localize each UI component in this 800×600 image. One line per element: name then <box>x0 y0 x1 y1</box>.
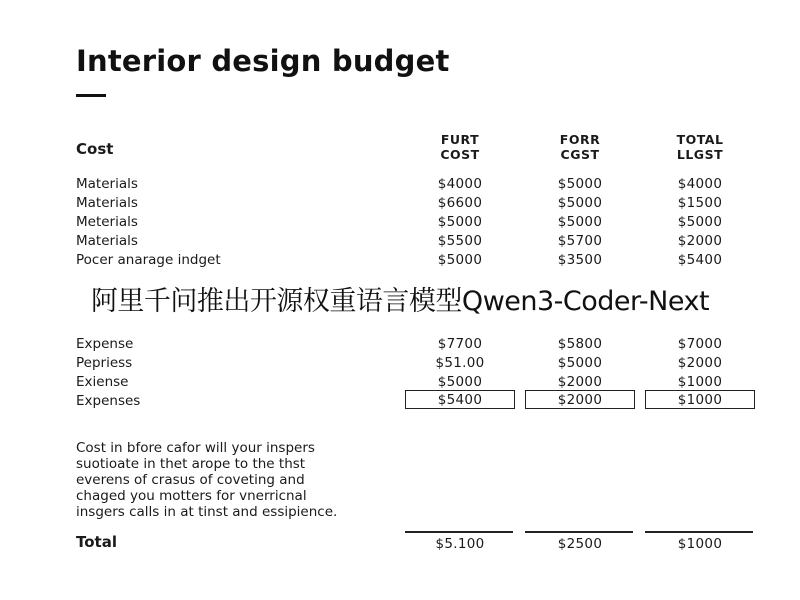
table-row: Materials $6600 $5000 $1500 <box>76 195 723 211</box>
overlay-banner: 阿里千问推出开源权重语言模型Qwen3-Coder-Next <box>0 278 800 326</box>
total-label: Total <box>76 533 117 551</box>
table-row: Materials $4000 $5000 $4000 <box>76 176 723 192</box>
column-header-3: TOTAL LLGST <box>676 132 724 162</box>
total-divider <box>525 531 633 533</box>
boxed-value: $1000 <box>645 390 755 409</box>
page-title: Interior design budget <box>76 44 450 78</box>
boxed-value: $2000 <box>525 390 635 409</box>
table-row: Meterials $5000 $5000 $5000 <box>76 214 723 230</box>
column-header-1: FURT COST <box>440 132 480 162</box>
table-row: Materials $5500 $5700 $2000 <box>76 233 723 249</box>
title-underline <box>76 94 106 97</box>
row-header-cost: Cost <box>76 140 114 158</box>
table-row: Pocer anarage indget $5000 $3500 $5400 <box>76 252 723 268</box>
total-row: $5.100 $2500 $1000 <box>435 536 723 552</box>
table-row: Expense $7700 $5800 $7000 <box>76 336 723 352</box>
column-header-2: FORR CGST <box>559 132 601 162</box>
table-row: Pepriess $51.00 $5000 $2000 <box>76 355 723 371</box>
total-divider <box>405 531 513 533</box>
boxed-value: $5400 <box>405 390 515 409</box>
total-divider <box>645 531 753 533</box>
table-row: Exiense $5000 $2000 $1000 <box>76 374 723 390</box>
note-paragraph: Cost in bfore cafor will your inspers suotioate in thet arope to the thst everens of crasus of coveting and chaged you motters for vnerricnal insgers calls in at tinst and essipience. <box>76 440 338 520</box>
table-row-highlighted: Expenses $5400 $2000 $1000 <box>0 393 800 412</box>
